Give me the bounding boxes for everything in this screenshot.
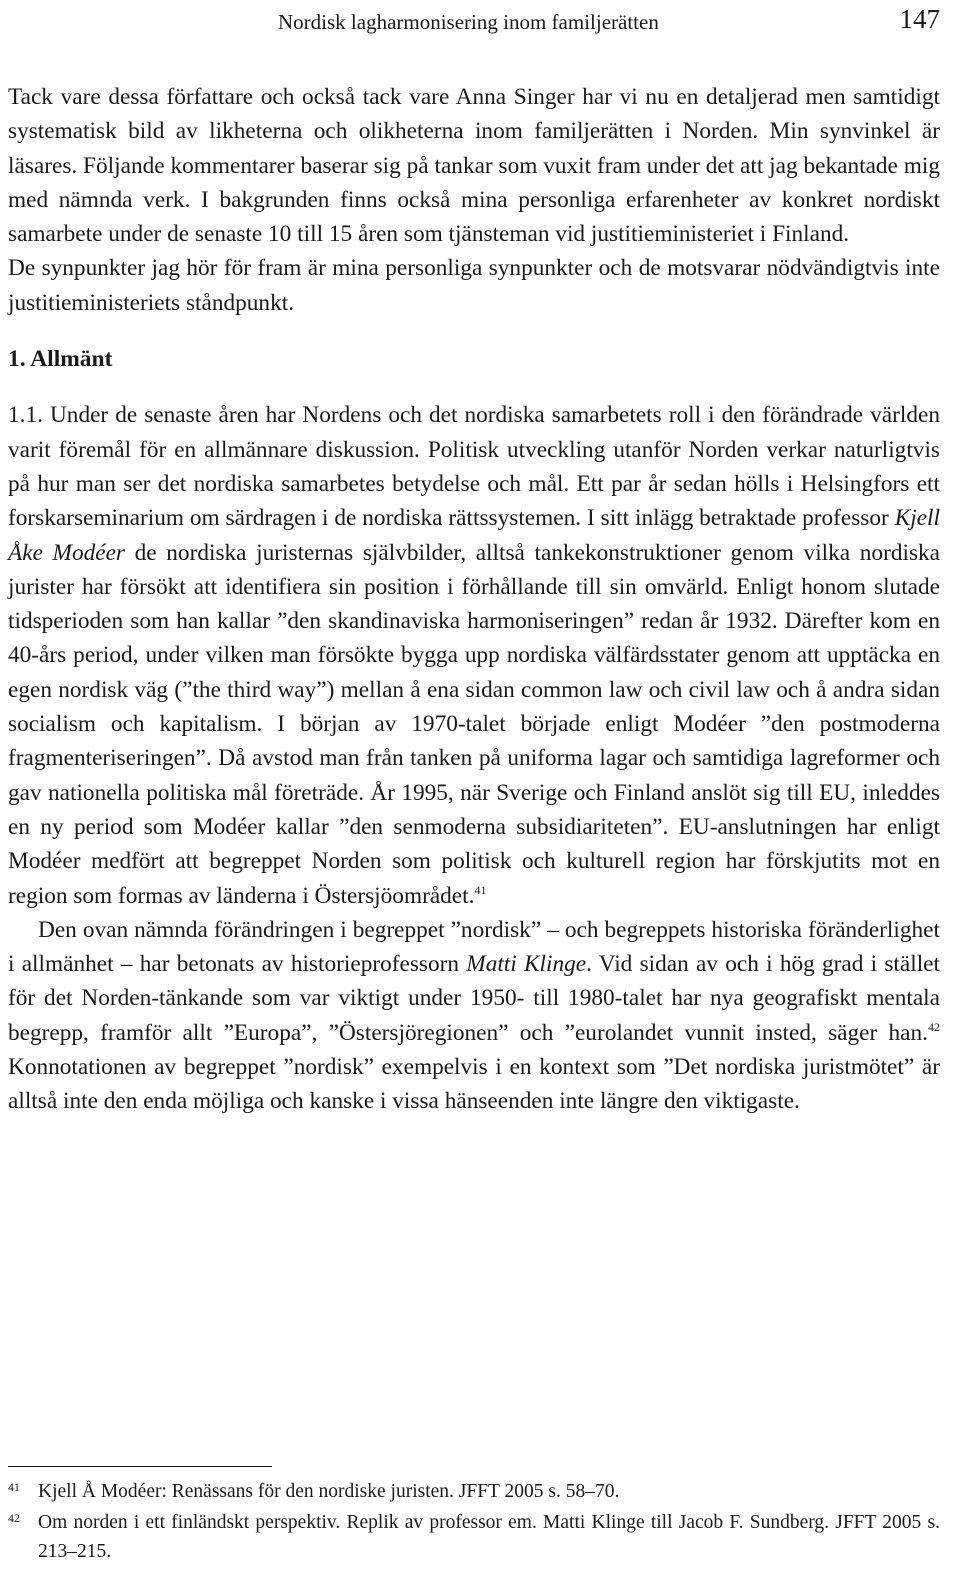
section-paragraph-2-text-b: . Vid sidan av och i hög grad i stället för det Norden-tänkande som var viktigt under 1950- till 1980-talet har nya geografiskt mentala begrepp, framför allt ”Europa”, ”Östersjöregionen” och ”eurolandet vunnit insted, säger han.	[8, 951, 940, 1046]
body-text	[8, 80, 940, 1119]
footnote-42	[8, 1508, 940, 1566]
section-paragraph-2-text-a: Den ovan nämnda förändringen i begreppet ”nordisk” – och begreppets historiska föränderlighet i allmänhet – har betonats av historieprofessorn	[8, 916, 940, 978]
footnote-number: 41	[8, 1480, 20, 1494]
person-name-klinge: Matti Klinge	[466, 951, 587, 978]
intro-paragraph: Tack vare dessa författare och också tack vare Anna Singer har vi nu en detaljerad men samtidigt systematisk bild av likheterna och olikheterna inom familjerätten i Norden. Min synvinkel är läsares. Följande kommentarer baserar sig på tankar som vuxit fram under det att jag bekantade mig med nämnda verk. I bakgrunden finns också mina personliga erfarenheter av konkret nordiskt samarbete under de senaste 10 till 15 åren som tjänsteman vid justitieministeriet i Finland.	[8, 84, 940, 248]
section-paragraph-1-text-a: 1.1. Under de senaste åren har Nordens och det nordiska samarbetets roll i den förändrade världen varit föremål för en allmännare diskussion. Politisk utveckling utanför Norden verkar naturligtvis på hur man ser det nordiska samarbetes betydelse och mål. Ett par år sedan hölls i Helsingfors ett forskarseminarium om särdragen i de nordiska rättssystemen. I sitt inlägg betraktade professor	[8, 402, 940, 532]
footnote-number: 42	[8, 1511, 20, 1525]
footnote-41	[8, 1477, 940, 1506]
section-paragraph-2-text-c: Konnotationen av begreppet ”nordisk” exempelvis i en kontext som ”Det nordiska juristmötet” är alltså inte den enda möjliga och kanske i vissa hänseenden inte längre den viktigaste.	[8, 1054, 940, 1115]
section-paragraph-1-text-b: de nordiska juristernas självbilder, alltså tankekonstruktioner genom vilka nordiska jurister har försökt att identifiera sin position i förhållande till sin omvärld. Enligt honom slutade tidsperioden som han kallar ”den skandinaviska harmoniseringen” redan år 1932. Därefter kom en 40-års period, under vilken man försökte bygga upp nordiska välfärdsstater genom att upptäcka en egen nordisk väg (”the third way”) mellan å ena sidan common law och civil law och å andra sidan socialism och kapitalism. I början av 1970-talet började enligt Modéer ”den postmoderna fragmenteriseringen”. Då avstod man från tanken på uniforma lagar och samtidiga lagreformer och gav nationella politiska mål företräde. År 1995, när Sverige och Finland anslöt sig till EU, inleddes en ny period som Modéer kallar ”den senmoderna subsidiariteten”. EU-anslutningen har enligt Modéer medfört att begreppet Norden som politisk och kulturell region har förskjutits mot en region som formas av länderna i Östersjöområdet.	[8, 539, 940, 909]
section-paragraph-2	[8, 913, 940, 1119]
person-name-modeer: Kjell Åke Modéer	[8, 505, 940, 566]
section-paragraph-1	[8, 398, 940, 912]
footnote-text: Om norden i ett finländskt perspektiv. Replik av professor em. Matti Klinge till Jacob F. Sundberg. JFFT 2005 s. 213–215.	[38, 1512, 940, 1562]
disclaimer-paragraph: De synpunkter jag hör för fram är mina personliga synpunkter och de motsvarar nödvändigtvis inte justitieministeriets ståndpunkt.	[8, 255, 940, 316]
footnote-divider	[8, 1466, 272, 1467]
page-number: 147	[899, 4, 940, 34]
running-header	[8, 4, 940, 38]
footnote-text: Kjell Å Modéer: Renässans för den nordiske juristen. JFFT 2005 s. 58–70.	[38, 1481, 620, 1502]
footnote-ref-41[interactable]: 41	[474, 882, 487, 897]
footnotes	[8, 1477, 940, 1568]
running-title: Nordisk lagharmonisering inom familjerätten	[278, 10, 659, 34]
section-heading: 1. Allmänt	[8, 346, 113, 373]
footnote-ref-42[interactable]: 42	[928, 1019, 940, 1034]
